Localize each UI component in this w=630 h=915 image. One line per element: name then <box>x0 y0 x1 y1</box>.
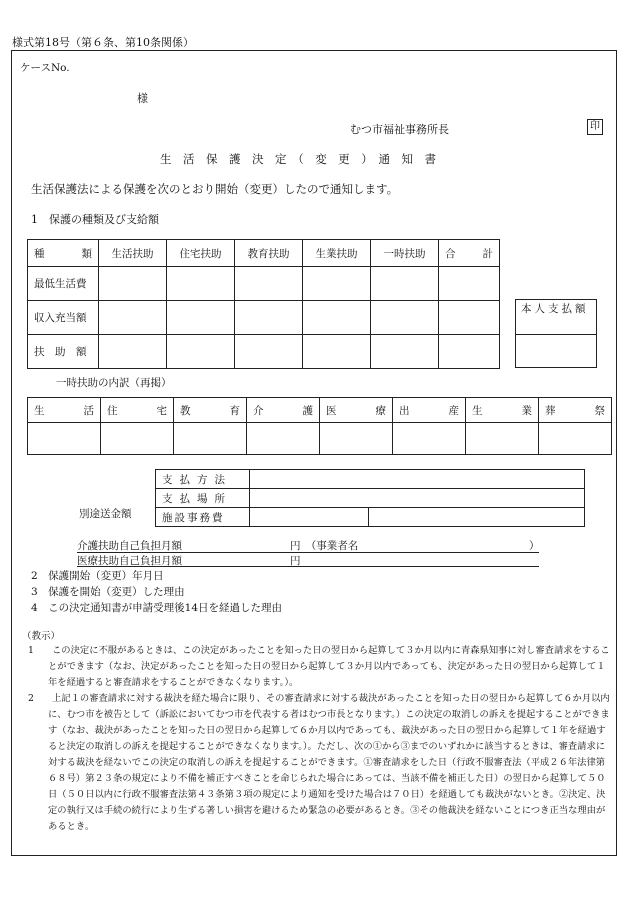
cell[interactable] <box>466 423 539 455</box>
cell[interactable] <box>247 423 320 455</box>
cell[interactable] <box>101 423 174 455</box>
issuer-name: むつ市福祉事務所長 <box>350 123 449 136</box>
cell[interactable] <box>235 335 303 369</box>
cell[interactable] <box>174 423 247 455</box>
cell[interactable] <box>320 423 393 455</box>
row-assistance-amount: 扶 助 額 <box>28 335 99 369</box>
section-1-heading: 1 保護の種類及び支給額 <box>31 213 159 226</box>
header-housing: 住宅扶助 <box>167 240 235 267</box>
cell[interactable] <box>99 267 167 301</box>
cell[interactable] <box>235 267 303 301</box>
breakdown-medical: 医 療 <box>320 398 393 423</box>
item-2: 2 保護開始（変更）年月日 <box>31 570 164 582</box>
facility-fee-note[interactable] <box>369 508 585 527</box>
payment-place-label: 支払場所 <box>156 489 250 508</box>
cell[interactable] <box>99 301 167 335</box>
self-payment-label: 本人支払額 <box>516 300 597 335</box>
notice-1-number: 1 <box>28 645 34 656</box>
temporary-breakdown-table <box>27 397 612 455</box>
cell[interactable] <box>28 423 101 455</box>
breakdown-education: 教 育 <box>174 398 247 423</box>
case-number-label: ケースNo. <box>20 62 70 74</box>
notice-2-text: 上記１の審査請求に対する裁決を経た場合に限り、その審査請求に対する裁決があったことを知った日の翌日から起算して６か月以内に、むつ市を被告として（訴訟においてむつ市を代表する者はむつ市長となります。）この決定の取消しの訴えを提起することができます（なお、裁決があったことを知った日の翌日から起算して６か月以内であっても、裁決があった日の翌日から起算して１年を経過すると決定の取消しの訴えを提起することができなくなります。）。ただし、次の①から③までのいずれかに該当するときは、審査請求に対する裁決を経ないでこの決定の取消しの訴えを提起することができます。①審査請求をした日（行政不服審査法（平成２６年法律第６８号）第２３条の規定により不備を補正すべきことを命じられた場合にあっては、当該不備を補正した日）の翌日から起算して５０日（５０日以内に行政不服審査法第４３条第３項の規定により通知を受けた場合は７０日）を経過しても裁決がないとき。②決定、決定の執行又は手続の続行により生ずる著しい損害を避けるため緊急の必要があるとき。③その他裁決を経ないことにつき正当な理由があるとき。 <box>48 693 610 832</box>
seal-mark: 印 <box>587 119 603 135</box>
payment-method-value[interactable] <box>250 470 585 489</box>
addressee-suffix: 様 <box>137 92 148 105</box>
cell[interactable] <box>439 335 500 369</box>
medical-copay-line <box>77 553 539 567</box>
notice-block <box>22 643 612 835</box>
cell[interactable] <box>371 301 439 335</box>
row-income-applied: 収入充当額 <box>28 301 99 335</box>
notice-2-number: 2 <box>28 693 34 704</box>
breakdown-care: 介 護 <box>247 398 320 423</box>
breakdown-occupation: 生 業 <box>466 398 539 423</box>
cell[interactable] <box>539 423 612 455</box>
header-temporary: 一時扶助 <box>371 240 439 267</box>
cell[interactable] <box>303 301 371 335</box>
breakdown-living: 生 活 <box>28 398 101 423</box>
header-education: 教育扶助 <box>235 240 303 267</box>
item-4: 4 この決定通知書が申請受理後14日を経過した理由 <box>31 602 283 614</box>
medical-copay-label: 医療扶助自己負担月額 <box>77 555 182 567</box>
care-copay-unit: 円 （事業者名 <box>290 540 359 552</box>
notice-2 <box>22 691 612 835</box>
notice-1-text: この決定に不服があるときは、この決定があったことを知った日の翌日から起算して３か月以内に青森県知事に対し審査請求をすることができます（なお、決定があったことを知った日の翌日から起算して３か月以内であっても、決定があった日の翌日から起算して１年を経過すると審査請求をすることができなくなります。）。 <box>48 645 610 688</box>
cell[interactable] <box>303 335 371 369</box>
row-minimum-living: 最低生活費 <box>28 267 99 301</box>
cell[interactable] <box>235 301 303 335</box>
medical-copay-unit: 円 <box>290 555 301 567</box>
header-living: 生活扶助 <box>99 240 167 267</box>
facility-fee-value[interactable] <box>250 508 369 527</box>
cell[interactable] <box>167 267 235 301</box>
cell[interactable] <box>303 267 371 301</box>
form-number: 様式第18号（第６条、第10条関係） <box>12 36 194 49</box>
cell[interactable] <box>99 335 167 369</box>
payment-table <box>155 469 585 527</box>
self-payment-box <box>515 299 597 368</box>
header-type: 種 類 <box>28 240 99 267</box>
cell[interactable] <box>439 267 500 301</box>
temporary-breakdown-label: 一時扶助の内訳（再掲） <box>56 377 172 389</box>
facility-fee-label: 施設事務費 <box>156 508 250 527</box>
intro-text: 生活保護法による保護を次のとおり開始（変更）したので通知します。 <box>31 182 399 196</box>
care-copay-line <box>77 538 539 553</box>
header-total: 合 計 <box>439 240 500 267</box>
payment-place-value[interactable] <box>250 489 585 508</box>
cell[interactable] <box>393 423 466 455</box>
cell[interactable] <box>167 335 235 369</box>
care-copay-label: 介護扶助自己負担月額 <box>77 540 182 552</box>
care-copay-close: ） <box>529 540 540 552</box>
cell[interactable] <box>371 267 439 301</box>
breakdown-childbirth: 出 産 <box>393 398 466 423</box>
self-payment-value[interactable] <box>516 335 597 368</box>
benefit-table <box>27 239 500 369</box>
separate-remittance-label: 別途送金額 <box>79 508 132 520</box>
cell[interactable] <box>371 335 439 369</box>
cell[interactable] <box>167 301 235 335</box>
item-3: 3 保護を開始（変更）した理由 <box>31 586 185 598</box>
breakdown-housing: 住 宅 <box>101 398 174 423</box>
document-title: 生 活 保 護 決 定 （ 変 更 ） 通 知 書 <box>160 152 436 166</box>
notice-heading: （教示） <box>22 631 61 642</box>
header-occupation: 生業扶助 <box>303 240 371 267</box>
payment-method-label: 支払方法 <box>156 470 250 489</box>
breakdown-funeral: 葬 祭 <box>539 398 612 423</box>
cell[interactable] <box>439 301 500 335</box>
notice-1 <box>22 643 612 691</box>
